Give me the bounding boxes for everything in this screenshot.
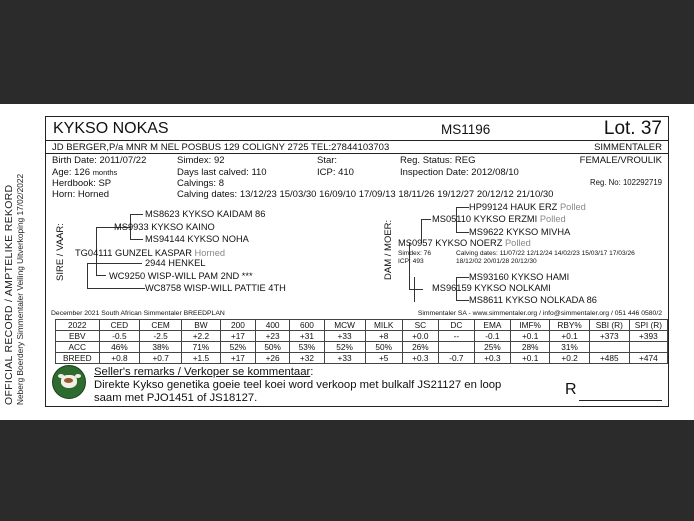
ebv-table: [55, 319, 668, 364]
ebv-cell: +0.1: [511, 331, 550, 342]
ped-line: [456, 277, 469, 278]
official-record-label: OFFICIAL RECORD / AMPTELIKE REKORD: [3, 184, 15, 405]
age: [52, 167, 117, 178]
animal-record-card: [45, 116, 669, 407]
ebv-cell: ACC: [56, 342, 100, 353]
ebv-cell: +0.2: [550, 353, 590, 364]
days-last-calved: Days last calved: 110: [177, 167, 267, 178]
birth-date: Birth Date: 2011/07/22: [52, 155, 147, 166]
dam-sire-sire: [469, 202, 586, 212]
ebv-cell: 50%: [365, 342, 402, 353]
ebv-cell: +17: [220, 353, 255, 364]
sire-sire-dam: MS94144 KYKSO NOHA: [145, 234, 249, 244]
dam-label: DAM / MOER:: [383, 219, 394, 280]
ebv-cell: +0.0: [402, 331, 438, 342]
ped-line: [96, 275, 106, 276]
breedplan-contact: Simmentaler SA - www.simmentaler.org / info@simmentaler.org / 051 446 0580/2: [417, 310, 662, 317]
ebv-cell: +485: [589, 353, 629, 364]
ebv-cell: MILK: [365, 320, 402, 331]
ebv-cell: RBY%: [550, 320, 590, 331]
ebv-cell: +31: [290, 331, 324, 342]
ebv-row: [56, 342, 668, 353]
ped-line: [87, 263, 142, 264]
horn-status: Horn: Horned: [52, 189, 110, 200]
side-caption: [4, 105, 26, 405]
bottom-dark-band: [0, 420, 694, 521]
ped-line: [421, 219, 431, 220]
ped-line: [414, 277, 415, 302]
ebv-cell: SC: [402, 320, 438, 331]
ebv-cell: -0.1: [474, 331, 510, 342]
ebv-cell: +33: [324, 331, 365, 342]
sire-dam-dam: WC8758 WISP-WILL PATTIE 4TH: [145, 283, 286, 293]
ebv-cell: +33: [324, 353, 365, 364]
sex: FEMALE/VROULIK: [579, 155, 662, 166]
ped-line: [456, 300, 469, 301]
ebv-cell: -0.7: [438, 353, 474, 364]
ebv-cell: +26: [255, 353, 289, 364]
ebv-cell: 400: [255, 320, 289, 331]
ebv-cell: 52%: [324, 342, 365, 353]
ebv-cell: 26%: [402, 342, 438, 353]
ped-line: [87, 263, 88, 289]
ebv-cell: +0.7: [140, 353, 182, 364]
ebv-cell: +393: [629, 331, 667, 342]
herdbook: Herdbook: SP: [52, 178, 112, 189]
ebv-cell: [438, 342, 474, 353]
ebv-cell: -0.5: [99, 331, 140, 342]
dam-sire-sire-name: HP99124 HAUK ERZ: [469, 202, 558, 212]
ebv-cell: +0.1: [550, 331, 590, 342]
dam-simdex: Simdex: 76: [398, 250, 431, 257]
ebv-header-row: [56, 320, 668, 331]
ebv-cell: +8: [365, 331, 402, 342]
ebv-cell: +373: [589, 331, 629, 342]
reg-number: Reg. No: 102292719: [590, 178, 662, 187]
sire-dam: WC9250 WISP-WILL PAM 2ND ***: [109, 271, 253, 281]
dam-icp: ICP: 493: [398, 258, 424, 265]
ebv-row: [56, 353, 668, 364]
dam-dam-dam: MS8611 KYKSO NOLKADA 86: [469, 295, 597, 305]
dam-calving-dates-cont: 18/12/02 20/01/28 20/12/30: [456, 258, 537, 265]
ebv-cell: BW: [181, 320, 220, 331]
ebv-cell: EBV: [56, 331, 100, 342]
owner-divider: [46, 153, 668, 154]
dam-name: MS0957 KYKSO NOERZ: [398, 238, 503, 248]
age-unit: months: [92, 168, 118, 177]
dam-sire: [432, 214, 566, 224]
simdex: Simdex: 92: [177, 155, 225, 166]
dam: [398, 238, 531, 248]
ebv-cell: +2.2: [181, 331, 220, 342]
ebv-cell: +1.5: [181, 353, 220, 364]
ebv-cell: 600: [290, 320, 324, 331]
icp: ICP: 410: [317, 167, 354, 178]
reg-status: Reg. Status: REG: [400, 155, 476, 166]
inspection-date: Inspection Date: 2012/08/10: [400, 167, 519, 178]
ebv-cell: 200: [220, 320, 255, 331]
ped-line: [130, 214, 143, 215]
sire: [75, 248, 225, 258]
dam-dam-sire: MS93160 KYKSO HAMI: [469, 272, 570, 282]
calvings: Calvings: 8: [177, 178, 224, 189]
ebv-cell: 46%: [99, 342, 140, 353]
ped-line: [456, 232, 469, 233]
lot-number: Lot. 37: [603, 118, 662, 139]
simmentaler-cow-logo-icon: [52, 365, 86, 399]
calving-dates: Calving dates: 13/12/23 15/03/30 16/09/10 17/09/13 18/11/26 19/12/27 20/12/12 21/10/30: [177, 189, 554, 200]
remarks-title: [94, 366, 313, 378]
ebv-cell: 31%: [550, 342, 590, 353]
ebv-cell: EMA: [474, 320, 510, 331]
ebv-cell: SPI (R): [629, 320, 667, 331]
ebv-cell: --: [438, 331, 474, 342]
ped-line: [409, 289, 423, 290]
ebv-cell: CED: [99, 320, 140, 331]
remarks-colon: :: [310, 366, 314, 378]
dam-dam: MS96159 KYKSO NOLKAMI: [432, 283, 551, 293]
ebv-cell: CEM: [140, 320, 182, 331]
ebv-row: [56, 331, 668, 342]
animal-name: KYKSO NOKAS: [53, 120, 169, 137]
sire-sire-sire: MS8623 KYKSO KAIDAM 86: [145, 209, 266, 219]
ebv-cell: MCW: [324, 320, 365, 331]
r-line: [579, 400, 662, 401]
remarks-title-text: Seller's remarks / Verkoper se kommentaar: [94, 366, 311, 378]
sire-sire: MS9933 KYKSO KAINO: [114, 222, 215, 232]
ebv-cell: -2.5: [140, 331, 182, 342]
header-divider: [46, 140, 668, 141]
dam-horn: Polled: [504, 238, 531, 248]
ebv-cell: SBI (R): [589, 320, 629, 331]
ebv-cell: 2022: [56, 320, 100, 331]
owner-line: JD BERGER,P/a MNR M NEL POSBUS 129 COLIGNY 2725 TEL:27844103703: [52, 142, 390, 153]
sire-name: TG04111 GUNZEL KASPAR: [75, 248, 192, 258]
ebv-cell: [629, 342, 667, 353]
ebv-cell: +23: [255, 331, 289, 342]
dam-sire-name: MS05110 KYKSO ERZMI: [432, 214, 538, 224]
ebv-cell: +0.8: [99, 353, 140, 364]
age-value: Age: 126: [52, 167, 91, 178]
remarks-body: Direkte Kykso genetika goeie teel koei word verkoop met bulkalf JS21127 en loop saam met PJO1451 of JS18127.: [94, 379, 502, 404]
ebv-cell: 28%: [511, 342, 550, 353]
sire-dam-sire: 2944 HENKEL: [145, 258, 206, 268]
ebv-cell: 71%: [181, 342, 220, 353]
dam-sire-horn: Polled: [539, 214, 566, 224]
ped-line: [87, 288, 145, 289]
ebv-cell: +32: [290, 353, 324, 364]
r-label: R: [565, 381, 577, 398]
logo-cow-spot: [64, 378, 73, 383]
ebv-cell: +0.3: [402, 353, 438, 364]
sire-horn: Horned: [194, 248, 226, 258]
ped-line: [130, 239, 143, 240]
ebv-cell: +0.3: [474, 353, 510, 364]
ebv-cell: 38%: [140, 342, 182, 353]
ebv-cell: IMF%: [511, 320, 550, 331]
ebv-cell: 25%: [474, 342, 510, 353]
breedplan-source: December 2021 South African Simmentaler BREEDPLAN: [51, 310, 225, 317]
ebv-cell: [589, 342, 629, 353]
ebv-cell: 50%: [255, 342, 289, 353]
ebv-cell: 53%: [290, 342, 324, 353]
dam-sire-dam: MS9622 KYKSO MIVHA: [469, 227, 571, 237]
breed-label: SIMMENTALER: [594, 142, 662, 153]
ebv-cell: +5: [365, 353, 402, 364]
ebv-cell: BREED: [56, 353, 100, 364]
ebv-cell: 52%: [220, 342, 255, 353]
ebv-cell: +0.1: [511, 353, 550, 364]
star: Star:: [317, 155, 338, 166]
auction-label: Neberg Boerdery Simmentaler Veiling Uitverkoping 17/02/2022: [15, 173, 25, 405]
ebv-cell: +474: [629, 353, 667, 364]
registration-code: MS1196: [441, 122, 491, 137]
sire-label: SIRE / VAAR:: [55, 223, 66, 281]
dam-calving-dates: Calving dates: 11/07/22 12/12/24 14/02/23 15/03/17 17/03/26: [456, 250, 635, 257]
ebv-cell: DC: [438, 320, 474, 331]
dam-sire-sire-horn: Polled: [559, 202, 586, 212]
ebv-cell: +17: [220, 331, 255, 342]
ped-line: [456, 207, 469, 208]
top-dark-band: [0, 0, 694, 104]
